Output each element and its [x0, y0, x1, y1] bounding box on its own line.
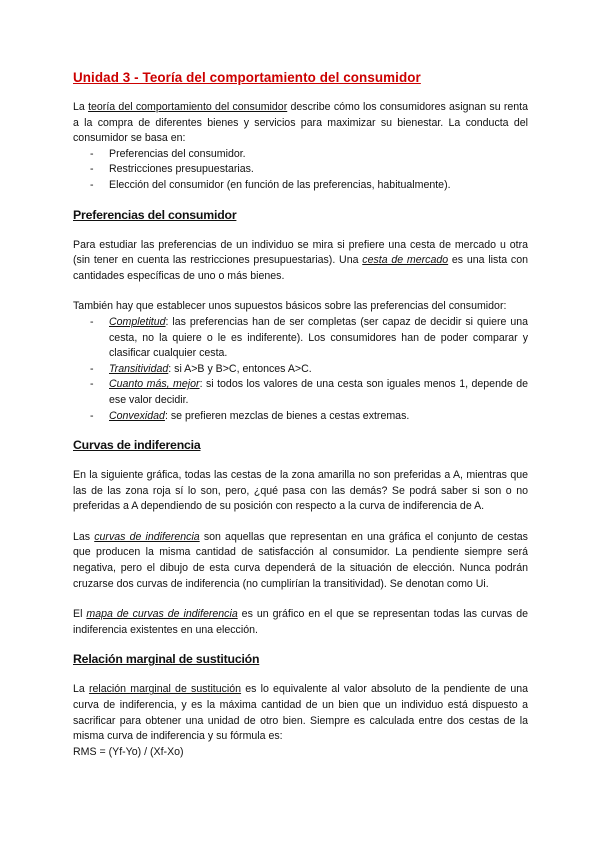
preferencias-paragraph-2: También hay que establecer unos supuestos básicos sobre las preferencias del consumidor:: [73, 300, 507, 313]
rms-paragraph: La relación marginal de sustitución es lo equivalente al valor absoluto de la pendiente de una curva de indiferencia, y es la máxima cantidad de un bien que un individuo está dispuesto a sacrificar para obtener una unidad de otro bien. Siempre es calculada entre dos cestas de la misma curva de indiferencia y su fórmula es:: [73, 683, 528, 743]
intro-paragraph: La teoría del comportamiento del consumidor describe cómo los consumidores asignan su renta a la compra de diferentes bienes y servicios para maximizar su bienestar. La conducta del consumidor se basa en:: [73, 101, 529, 145]
heading-preferencias: Preferencias del consumidor: [73, 207, 237, 222]
document-page: [73, 70, 528, 760]
list-item: - Preferencias del consumidor.: [90, 147, 528, 163]
term-teoria: teoría del comportamiento del consumidor: [88, 101, 288, 113]
heading-curvas: Curvas de indiferencia: [73, 438, 201, 453]
list-item: - Restricciones presupuestarias.: [90, 162, 528, 178]
curvas-paragraph-1: En la siguiente gráfica, todas las cestas de la zona amarilla no son preferidas a A, mientras que las de las zona roja sí lo son, pero, ¿qué pasa con las demás? Se podrá saber si son o no preferidas a A dependiendo de su posición con respecto a la curva de indiferencia de A.: [73, 469, 528, 513]
term-cesta-de-mercado: cesta de mercado: [362, 254, 449, 267]
preferencias-paragraph-1: Para estudiar las preferencias de un individuo se mira si prefiere una cesta de mercado u otra (sin tener en cuenta las restricciones presupuestarias). Una cesta de mercado es una lista con cantidades específicas de uno o más bienes.: [73, 238, 529, 282]
term-rms: relación marginal de sustitución: [88, 683, 242, 696]
intro-list: [73, 147, 528, 194]
heading-rms: Relación marginal de sustitución: [73, 652, 260, 667]
document-title: Unidad 3 - Teoría del comportamiento del consumidor: [73, 70, 421, 85]
list-item: - Elección del consumidor (en función de las preferencias, habitualmente).: [90, 178, 528, 194]
list-item: - Convexidad: se prefieren mezclas de bienes a cestas extremas.: [90, 409, 528, 425]
term-curvas-de-indiferencia: curvas de indiferencia: [94, 530, 200, 543]
curvas-paragraph-3: El mapa de curvas de indiferencia es un gráfico en el que se representan todas las curvas de indiferencia existentes en una elección.: [73, 608, 528, 636]
term-mapa-de-curvas: mapa de curvas de indiferencia: [86, 608, 238, 621]
supuestos-list: [73, 315, 528, 424]
list-item: - Cuanto más, mejor: si todos los valores de una cesta son iguales menos 1, depende de ese valor decidir.: [90, 377, 528, 408]
curvas-paragraph-2: Las curvas de indiferencia son aquellas que representan en una gráfica el conjunto de cestas que producen la misma cantidad de satisfacción al consumidor. La pendiente siempre será negativa, pero el dibujo de esta curva dependerá de la situación de elección. Nunca podrán cruzarse dos curvas de indiferencia (no cumplirían la transitividad). Se denotan como Ui.: [73, 530, 528, 590]
list-item: - Transitividad: si A>B y B>C, entonces A>C.: [90, 362, 528, 378]
rms-formula: RMS = (Yf-Yo) / (Xf-Xo): [73, 745, 184, 758]
list-item: - Completitud: las preferencias han de ser completas (ser capaz de decidir si quiere una cesta, no la quiere o le es indiferente). Los consumidores han de poder comparar y clasificar cualquier cesta.: [90, 315, 528, 362]
